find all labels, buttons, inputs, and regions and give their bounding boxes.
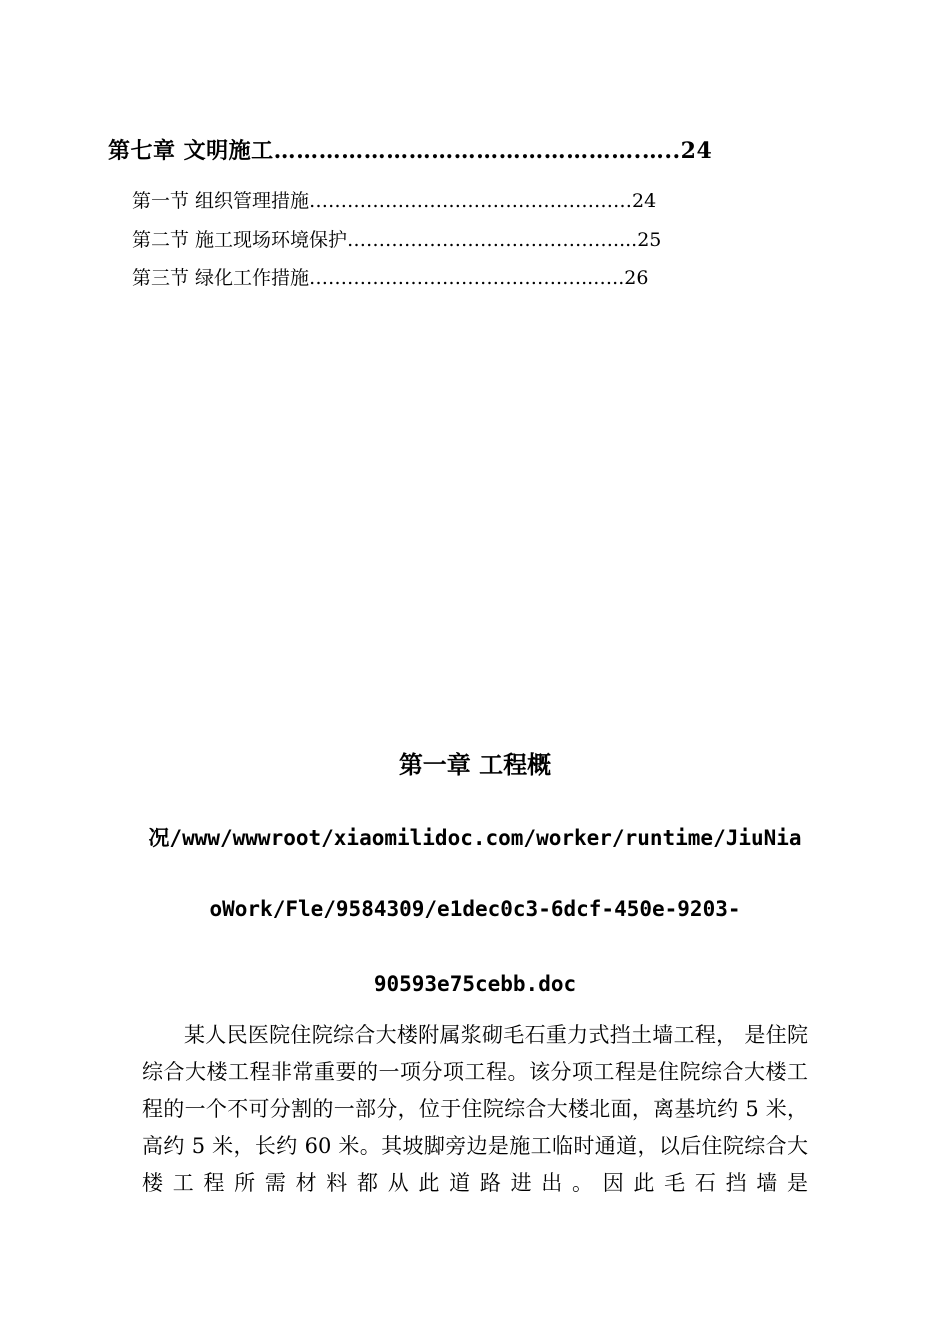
chapter-title-path-line-3: 90593e75cebb.doc <box>373 972 577 996</box>
toc-chapter-seven[interactable]: 第七章 文明施工………………………………………….…..24 <box>108 138 713 164</box>
chapter-title-path-line-1: 况/www/wwwroot/xiaomilidoc.com/worker/runtime/JiuNia <box>148 826 802 850</box>
toc-section-two[interactable]: 第二节 施工现场环境保护……………………………………....25 <box>132 229 662 251</box>
toc-section-three[interactable]: 第三节 绿化工作措施………………………………….…..…..26 <box>132 267 649 289</box>
toc-section-one[interactable]: 第一节 组织管理措施……………………………………………24 <box>132 190 657 212</box>
chapter-one-title: 第一章 工程概 <box>398 751 552 779</box>
body-paragraph: 某人民医院住院综合大楼附属浆砌毛石重力式挡土墙工程， 是住院综合大楼工程非常重要的一项分项工程。该分项工程是住院综合大楼工程的一个不可分割的一部分，位于住院综合大楼北面，离基坑约 5 米，高约 5 米，长约 60 米。其坡脚旁边是施工临时通道，以后住院综合大楼工程所需材料都从此道路进出。因此毛石挡墙是 <box>142 1023 808 1195</box>
chapter-title-path-line-2: oWork/Fle/9584309/e1dec0c3-6dcf-450e-9203- <box>209 897 741 921</box>
